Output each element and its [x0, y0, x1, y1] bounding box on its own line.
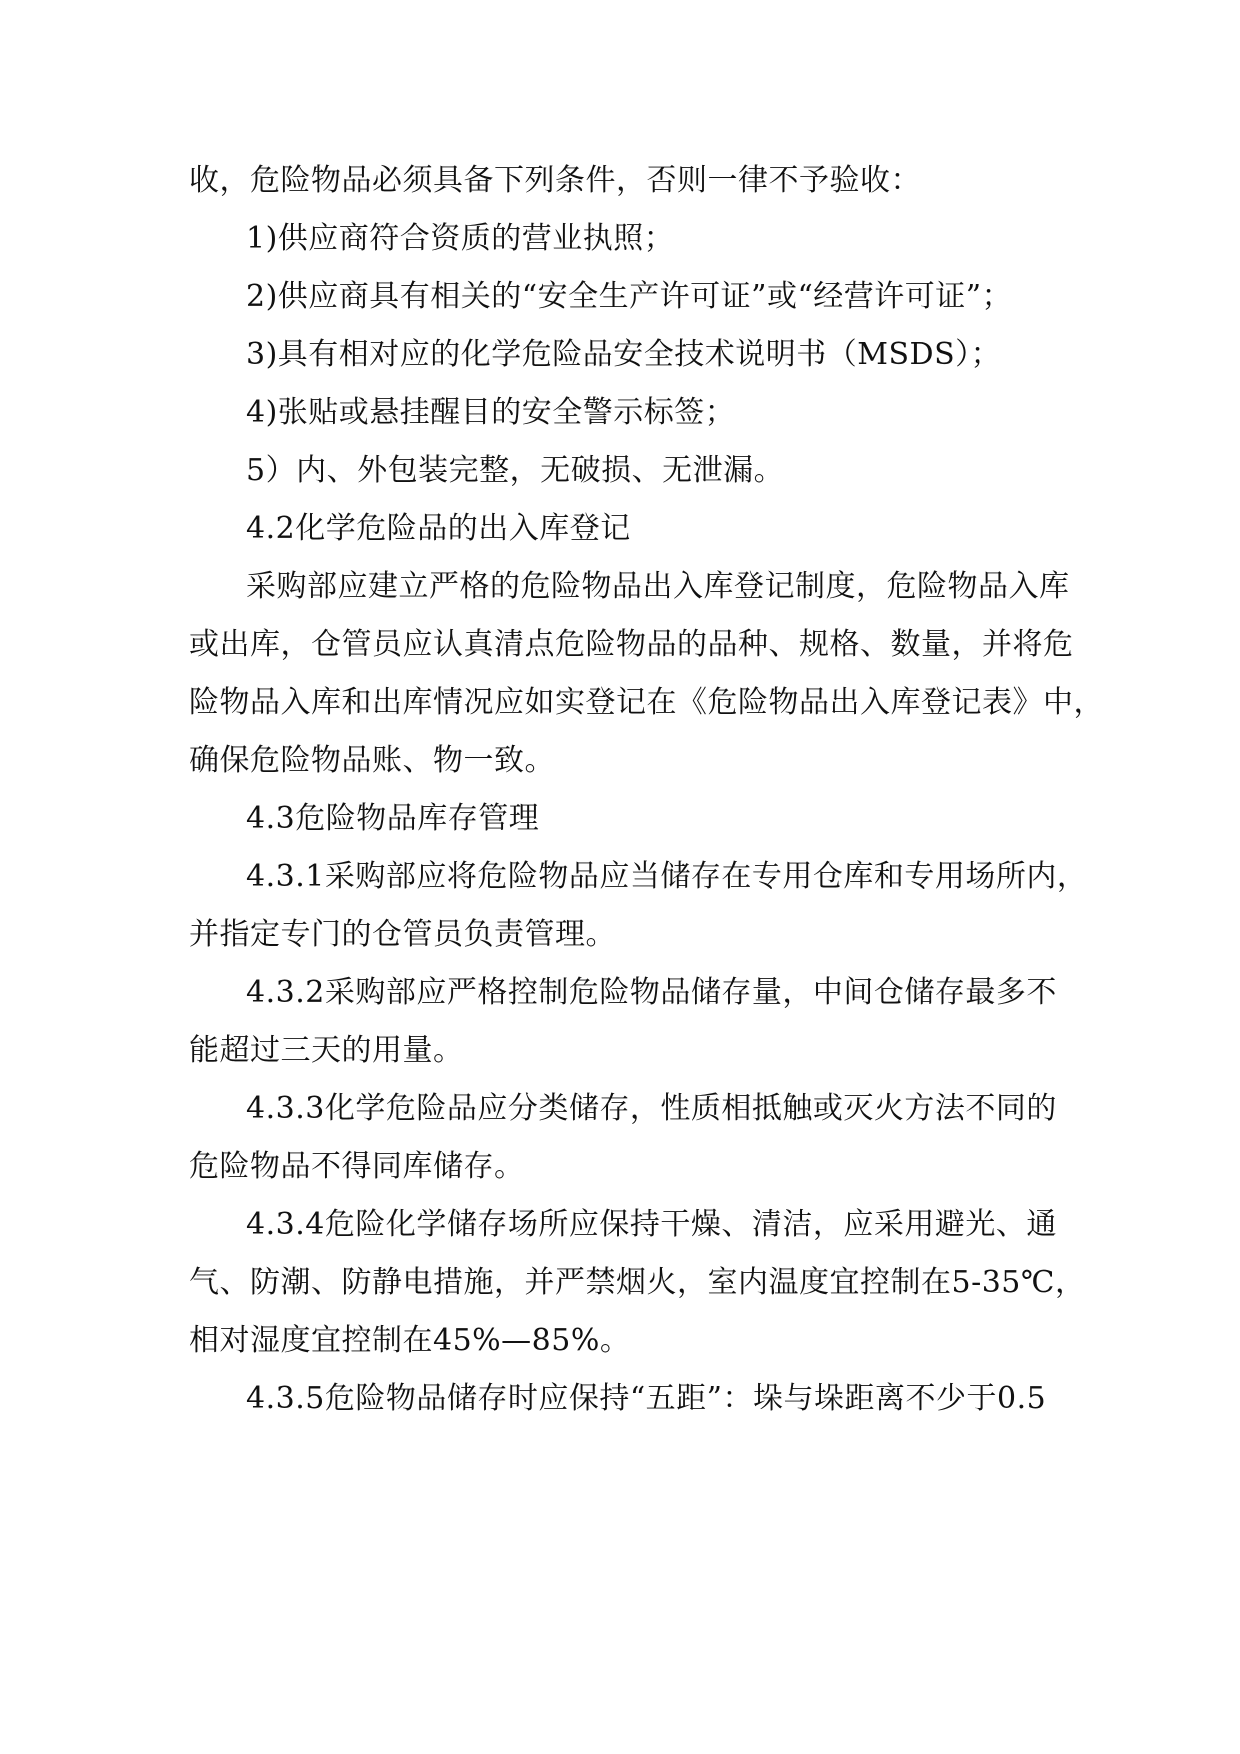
- text-line: 5）内、外包装完整，无破损、无泄漏。: [246, 453, 785, 488]
- text-line: 4.3.5危险物品储存时应保持“五距”：垛与垛距离不少于0.5: [246, 1381, 1047, 1416]
- text-line: 3)具有相对应的化学危险品安全技术说明书（MSDS）；: [246, 337, 1002, 372]
- section-heading: 4.2化学危险品的出入库登记: [246, 511, 631, 546]
- text-line: 4.3.3化学危险品应分类储存，性质相抵触或灭火方法不同的: [246, 1091, 1057, 1126]
- text-line: 4.3.1采购部应将危险物品应当储存在专用仓库和专用场所内，: [246, 859, 1088, 894]
- text-line: 并指定专门的仓管员负责管理。: [189, 917, 616, 952]
- text-line: 4)张贴或悬挂醒目的安全警示标签；: [246, 395, 736, 430]
- text-line: 能超过三天的用量。: [189, 1033, 464, 1068]
- text-line: 1)供应商符合资质的营业执照；: [246, 221, 675, 256]
- text-line: 相对湿度宜控制在45%—85%。: [189, 1323, 631, 1358]
- text-line: 险物品入库和出库情况应如实登记在《危险物品出入库登记表》中，: [189, 685, 1104, 720]
- text-line: 采购部应建立严格的危险物品出入库登记制度，危险物品入库: [246, 569, 1070, 604]
- text-line: 收，危险物品必须具备下列条件，否则一律不予验收：: [189, 163, 921, 198]
- text-line: 4.3.4危险化学储存场所应保持干燥、清洁，应采用避光、通: [246, 1207, 1057, 1242]
- section-heading: 4.3危险物品库存管理: [246, 801, 540, 836]
- text-line: 气、防潮、防静电措施，并严禁烟火，室内温度宜控制在5-35℃，: [189, 1265, 1086, 1300]
- text-line: 确保危险物品账、物一致。: [189, 743, 555, 778]
- text-line: 或出库，仓管员应认真清点危险物品的品种、规格、数量，并将危: [189, 627, 1074, 662]
- text-line: 4.3.2采购部应严格控制危险物品储存量，中间仓储存最多不: [246, 975, 1057, 1010]
- text-line: 危险物品不得同库储存。: [189, 1149, 525, 1184]
- text-line: 2)供应商具有相关的“安全生产许可证”或“经营许可证”；: [246, 279, 1013, 314]
